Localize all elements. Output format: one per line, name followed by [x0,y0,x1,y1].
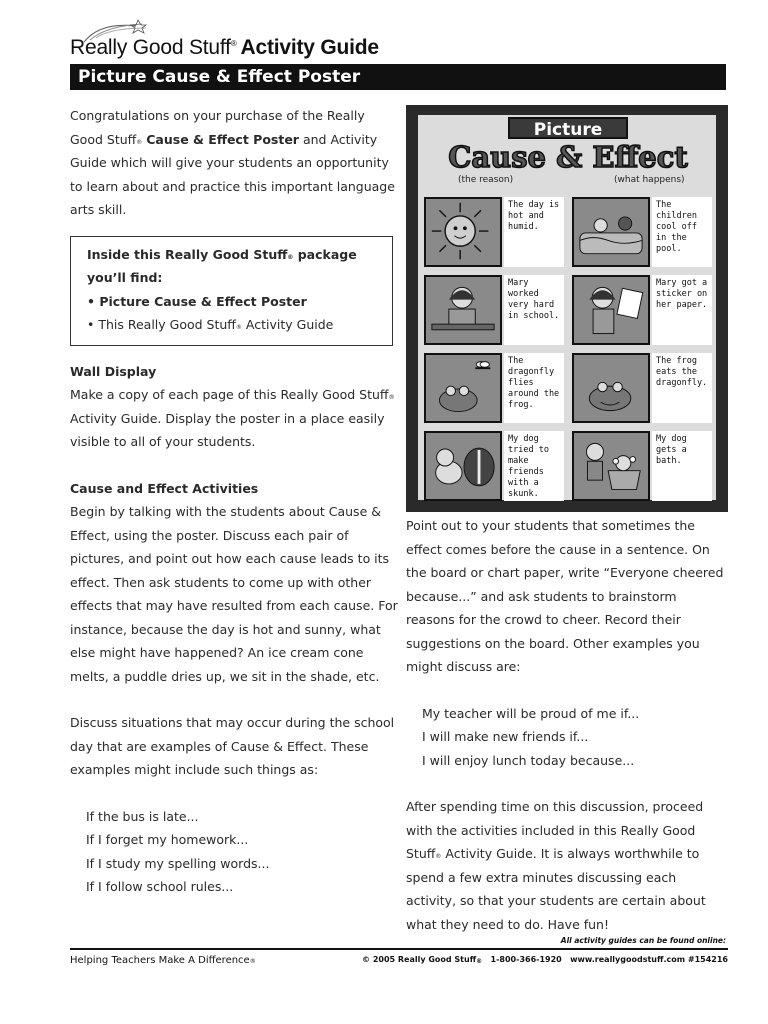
intro-text-1: Congratulations on your purchase of the Really Good Stuff [70,108,365,147]
footer-phone: 1-800-366-1920 [490,955,562,964]
intro-paragraph [70,104,398,222]
poster-image [406,105,728,512]
package-item-guide-b: Activity Guide [245,317,334,332]
page-title: Picture Cause & Effect Poster [70,64,726,90]
activity-guide-label: Activity Guide [240,36,379,59]
left-column [70,104,398,899]
brand-mark: ® [230,39,237,48]
footer-divider [70,948,728,950]
sun-icon [424,197,502,267]
poster-cause-text: Mary worked very hard in school. [504,275,564,345]
poster-row [418,429,716,505]
footer-tagline-mark: ® [249,958,256,965]
footer-tagline-text: Helping Teachers Make A Difference [70,955,250,966]
wall-display-heading: Wall Display [70,363,157,379]
student-sticker-icon [572,275,650,345]
poster-cause-text: The day is hot and humid. [504,197,564,267]
poster-title-cause-effect: Cause & Effect [448,140,688,174]
student-desk-icon [424,275,502,345]
intro-text-3: and Activity Guide which will give your students an opportunity to learn about and practice this important language arts skill. [70,131,395,217]
list-item: If the bus is late... [86,808,199,824]
poster-cause-text: The dragonfly flies around the frog. [504,353,564,423]
dog-skunk-icon [424,431,502,501]
intro-mark: ® [136,138,143,146]
package-heading-mark: ® [287,253,294,261]
poster-sub-right: (what happens) [614,175,685,185]
list-item: I will make new friends if... [422,729,589,744]
activities-paragraph-2: Discuss situations that may occur during the school day that are examples of Cause & Effect. These examples might include such things as: [70,715,395,777]
footer-tagline [70,955,256,966]
package-item-guide-mark: ® [235,324,242,331]
right-paragraph-2-mark: ® [435,853,442,860]
frog-dragonfly-icon [424,353,502,423]
wall-display-mark: ® [388,394,395,401]
list-item: If I follow school rules... [86,879,234,894]
package-heading [87,243,378,290]
poster-effect-text: The frog eats the dragonfly. [652,353,712,423]
footer-copyright-text: © 2005 Really Good Stuff [362,955,477,964]
package-item-poster: • Picture Cause & Effect Poster [87,293,307,309]
footer-item-number: #154216 [687,955,728,964]
brand-header [70,36,379,60]
poster-cause-text: My dog tried to make friends with a skunk. [504,431,564,501]
right-paragraph-2a: After spending time on this discussion, proceed with the activities included in this Really Good Stuff [406,799,704,861]
poster-row [418,273,716,349]
intro-product: Cause & Effect Poster [146,131,299,147]
brand-name: Really Good Stuff [70,36,231,59]
activities-paragraph-1: Begin by talking with the students about Cause & Effect, using the poster. Discuss each pair of pictures, and point out how each cause leads to its effect. Then ask students to come up with other effects that may have resulted from each cause. For instance, because the day is hot and sunny, what else might have happened? An ice cream cone melts, a puddle dries up, we sit in the shade, etc. [70,504,398,684]
activities-heading: Cause and Effect Activities [70,480,259,496]
list-item: If I study my spelling words... [86,855,270,871]
footer-online-note: All activity guides can be found online: [560,936,726,945]
package-heading-b: package you’ll find: [87,246,357,285]
poster-panel [418,115,716,500]
package-contents-box [70,236,393,346]
poster-effect-text: The children cool off in the pool. [652,197,712,267]
poster-effect-text: My dog gets a bath. [652,431,712,501]
poster-row [418,351,716,427]
list-item: My teacher will be proud of me if... [422,705,640,721]
footer-url[interactable]: www.reallygoodstuff.com [570,955,686,964]
package-item-guide-a: • This Really Good Stuff [87,317,236,332]
footer-copyright [362,955,728,964]
list-item: If I forget my homework... [86,832,249,847]
list-item: I will enjoy lunch today because... [422,752,635,768]
package-heading-a: Inside this Really Good Stuff [87,246,288,262]
right-paragraph-2b: Activity Guide. It is always worthwhile to spend a few extra minutes discussing each activity, so that your students are certain about what they need to do. Have fun! [406,846,706,932]
poster-sub-left: (the reason) [458,175,514,185]
wall-display-paragraph [70,383,398,454]
right-column [406,514,728,936]
school-examples-list [70,805,398,899]
package-item-guide [87,313,378,337]
dog-bath-icon [572,431,650,501]
sentence-examples-list [406,702,728,773]
right-paragraph-1: Point out to your students that sometimes the effect comes before the cause in a sentence. On the board or chart paper, write “Everyone cheered because...” and ask students to brainstorm reasons for the crowd to cheer. Record their suggestions on the board. Other examples you might discuss are: [406,518,724,674]
pool-icon [572,197,650,267]
footer-copyright-mark: ® [476,958,483,965]
right-paragraph-2 [406,795,728,936]
wall-display-text-2: Activity Guide. Display the poster in a place easily visible to all of your students. [70,410,385,449]
poster-effect-text: Mary got a sticker on her paper. [652,275,712,345]
poster-row [418,195,716,271]
frog-eating-icon [572,353,650,423]
wall-display-text-1: Make a copy of each page of this Really Good Stuff [70,387,389,402]
poster-title-picture: Picture [508,117,628,139]
